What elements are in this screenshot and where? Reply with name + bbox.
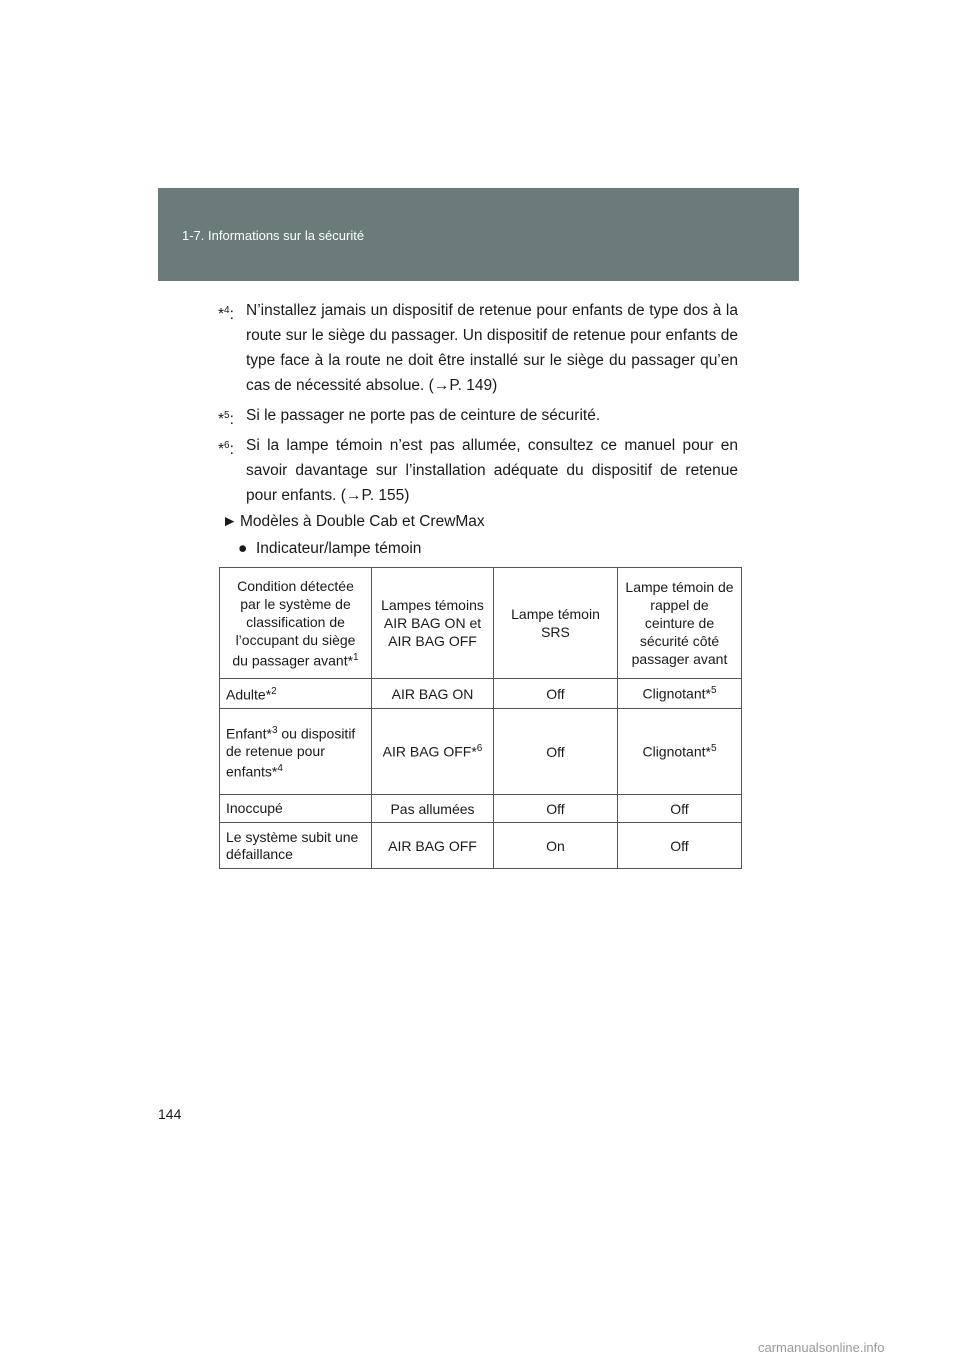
cell-belt: Off bbox=[618, 823, 742, 869]
footnote-marker: *$^5$: bbox=[218, 410, 234, 429]
cell-belt: Clignotant*$^5$ bbox=[618, 679, 742, 709]
cell-condition: Le système subit une défaillance bbox=[220, 823, 372, 869]
cell-airbag: AIR BAG OFF bbox=[372, 823, 494, 869]
indicator-subheading bbox=[238, 540, 421, 558]
watermark: carmanualsonline.info bbox=[758, 1340, 885, 1355]
table-row bbox=[220, 795, 742, 823]
footnote-marker: *$^6$: bbox=[218, 440, 234, 459]
cell-srs: Off bbox=[494, 795, 618, 823]
indicator-status-table bbox=[219, 567, 742, 869]
footnote-text: Si la lampe témoin n’est pas allumée, consultez ce manuel pour en savoir davantage sur l’installation adéquate du dispositif de retenue pour enfants. (→P. 155) bbox=[246, 437, 738, 504]
table-row bbox=[220, 823, 742, 869]
cell-belt: Clignotant*$^5$ bbox=[618, 709, 742, 795]
triangle-bullet-icon: ► bbox=[222, 513, 238, 530]
footnote-5 bbox=[218, 403, 738, 428]
table-header-row bbox=[220, 568, 742, 679]
table-row bbox=[220, 709, 742, 795]
table-row bbox=[220, 679, 742, 709]
cell-airbag: AIR BAG OFF*$^6$ bbox=[372, 709, 494, 795]
footnote-text: Si le passager ne porte pas de ceinture de sécurité. bbox=[246, 407, 601, 424]
models-label: Modèles à Double Cab et CrewMax bbox=[240, 513, 485, 530]
footnote-6 bbox=[218, 433, 738, 508]
footnotes bbox=[218, 298, 738, 513]
circle-bullet-icon: ● bbox=[238, 540, 248, 557]
cell-condition: Adulte*$^2$ bbox=[220, 679, 372, 709]
cell-condition: Enfant*$^3$ ou dispositif de retenue pour enfants*$^4$ bbox=[220, 709, 372, 795]
header-srs: Lampe témoin SRS bbox=[494, 568, 618, 679]
footnote-4 bbox=[218, 298, 738, 398]
cell-condition: Inoccupé bbox=[220, 795, 372, 823]
cell-belt: Off bbox=[618, 795, 742, 823]
header-belt-reminder: Lampe témoin de rappel de ceinture de sécurité côté passager avant bbox=[618, 568, 742, 679]
cell-srs: On bbox=[494, 823, 618, 869]
models-subheading bbox=[222, 513, 485, 531]
cell-airbag: Pas allumées bbox=[372, 795, 494, 823]
page-number: 144 bbox=[158, 1106, 182, 1122]
cell-srs: Off bbox=[494, 709, 618, 795]
section-header-band bbox=[158, 188, 799, 281]
header-condition: Condition détectée par le système de classification de l’occupant du siège du passager avant*$^1$ bbox=[220, 568, 372, 679]
cell-srs: Off bbox=[494, 679, 618, 709]
header-airbag-lamps: Lampes témoins AIR BAG ON et AIR BAG OFF bbox=[372, 568, 494, 679]
footnote-text: N’installez jamais un dispositif de retenue pour enfants de type dos à la route sur le siège du passager. Un dispositif de retenue pour enfants de type face à la route ne doit être installé sur le siège du passager qu’en cas de nécessité absolue. (→P. 149) bbox=[246, 302, 738, 394]
section-title: 1-7. Informations sur la sécurité bbox=[182, 228, 365, 243]
footnote-marker: *$^4$: bbox=[218, 305, 234, 324]
indicator-label: Indicateur/lampe témoin bbox=[256, 540, 422, 557]
cell-airbag: AIR BAG ON bbox=[372, 679, 494, 709]
